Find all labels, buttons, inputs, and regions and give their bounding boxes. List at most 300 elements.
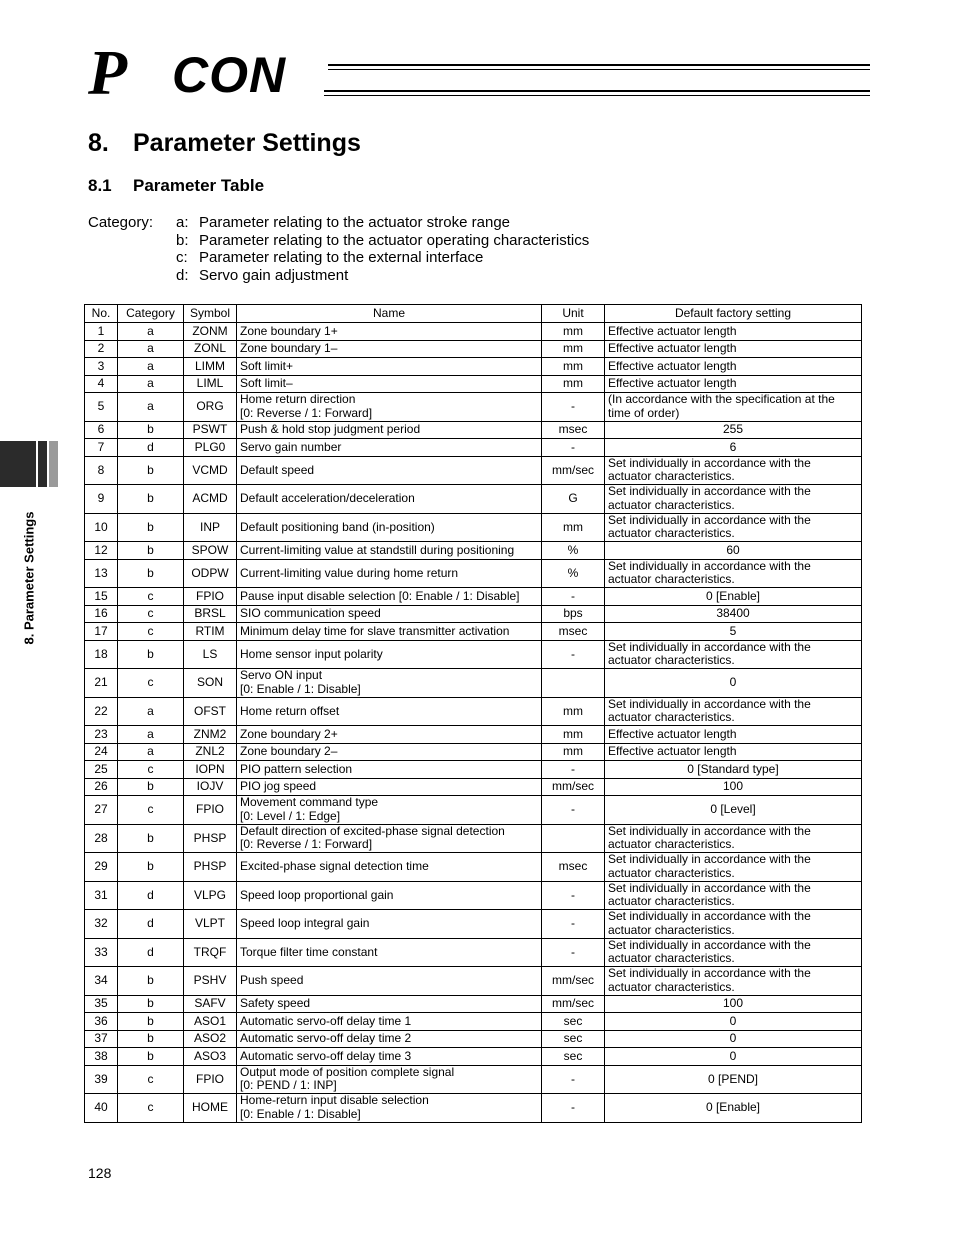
cell-default-line: Set individually in accordance with the <box>608 455 811 470</box>
cell-unit: mm/sec <box>542 967 605 996</box>
category-key: b: <box>176 231 189 249</box>
cell-default-line: actuator characteristics. <box>608 653 735 668</box>
cell-name-line: Soft limit+ <box>240 358 294 373</box>
cell-default <box>605 910 862 939</box>
cell-default-line: 255 <box>722 422 744 436</box>
cell-name <box>237 439 542 457</box>
cell-symbol: ACMD <box>184 485 237 514</box>
cell-category: b <box>118 542 184 560</box>
cell-default-line: 0 <box>729 675 737 689</box>
cell-default <box>605 881 862 910</box>
table-row <box>85 778 862 796</box>
category-item <box>88 232 589 250</box>
cell-symbol: LS <box>184 640 237 669</box>
header-no: No. <box>85 305 118 323</box>
cell-default-line: 6 <box>729 439 737 454</box>
cell-no: 38 <box>85 1048 118 1066</box>
chapter-title <box>88 126 361 160</box>
cell-name-line: Home return offset <box>240 703 340 718</box>
cell-category: a <box>118 340 184 358</box>
cell-no: 29 <box>85 853 118 882</box>
cell-name <box>237 513 542 542</box>
cell-category: b <box>118 456 184 485</box>
cell-default <box>605 938 862 967</box>
category-text: Parameter relating to the external interface <box>199 249 484 267</box>
cell-category: b <box>118 1013 184 1031</box>
cell-default-line: actuator characteristics. <box>608 922 735 937</box>
cell-default-line: Effective actuator length <box>608 323 737 338</box>
cell-no: 7 <box>85 439 118 457</box>
table-row <box>85 910 862 939</box>
cell-category: b <box>118 559 184 588</box>
cell-no: 34 <box>85 967 118 996</box>
cell-symbol: PLG0 <box>184 439 237 457</box>
cell-name <box>237 1030 542 1048</box>
cell-name <box>237 669 542 698</box>
cell-symbol: VCMD <box>184 456 237 485</box>
table-header-row <box>85 305 862 323</box>
cell-name <box>237 605 542 623</box>
cell-unit: mm <box>542 726 605 744</box>
cell-unit: % <box>542 542 605 560</box>
category-label: Category: <box>88 214 154 231</box>
table-row <box>85 938 862 967</box>
table-row <box>85 358 862 376</box>
cell-default-line: actuator characteristics. <box>608 894 735 909</box>
cell-category: c <box>118 588 184 606</box>
cell-unit: - <box>542 881 605 910</box>
cell-category: a <box>118 726 184 744</box>
cell-name-line: Safety speed <box>240 996 311 1010</box>
table-row <box>85 542 862 560</box>
cell-default-line: (In accordance with the specification at the <box>608 392 835 407</box>
cell-default-line: 0 [PEND] <box>707 1071 758 1086</box>
category-key: c: <box>176 249 188 267</box>
cell-name-line: Soft limit– <box>240 376 293 390</box>
cell-name <box>237 1065 542 1094</box>
cell-default <box>605 358 862 376</box>
cell-unit: - <box>542 761 605 779</box>
table-row <box>85 421 862 439</box>
cell-default-line: actuator characteristics. <box>608 837 735 852</box>
cell-name-line: Automatic servo-off delay time 1 <box>240 1013 412 1028</box>
cell-symbol: ASO2 <box>184 1030 237 1048</box>
logo-rule <box>328 69 870 70</box>
cell-name <box>237 743 542 761</box>
cell-default <box>605 778 862 796</box>
table-row <box>85 761 862 779</box>
cell-default-line: Effective actuator length <box>608 341 737 355</box>
cell-name-line: Default acceleration/deceleration <box>240 491 415 505</box>
chapter-number: 8. <box>88 129 109 157</box>
cell-name-line: Current-limiting value at standstill during positioning <box>240 542 515 557</box>
table-row <box>85 824 862 853</box>
cell-symbol: HOME <box>184 1094 237 1123</box>
table-row <box>85 1094 862 1123</box>
cell-symbol: ZONL <box>184 340 237 358</box>
cell-no: 18 <box>85 640 118 669</box>
table-row <box>85 967 862 996</box>
cell-name <box>237 393 542 422</box>
category-item <box>88 267 589 285</box>
cell-default <box>605 340 862 358</box>
cell-default-line: Set individually in accordance with the <box>608 696 811 711</box>
cell-name <box>237 697 542 726</box>
cell-unit: sec <box>542 1013 605 1031</box>
table-row <box>85 640 862 669</box>
cell-default-line: 0 [Standard type] <box>687 761 779 776</box>
cell-default-line: 38400 <box>716 606 750 620</box>
cell-default-line: 0 <box>729 1048 737 1063</box>
cell-default <box>605 1030 862 1048</box>
cell-name-line: Servo gain number <box>240 439 342 454</box>
table-row <box>85 853 862 882</box>
cell-symbol: VLPG <box>184 881 237 910</box>
cell-unit: sec <box>542 1048 605 1066</box>
cell-symbol: ASO1 <box>184 1013 237 1031</box>
logo-rule <box>324 90 870 92</box>
cell-category: b <box>118 853 184 882</box>
cell-category: d <box>118 910 184 939</box>
cell-no: 40 <box>85 1094 118 1123</box>
page-number: 128 <box>88 1165 112 1181</box>
cell-default-line: actuator characteristics. <box>608 951 735 966</box>
cell-default <box>605 323 862 341</box>
table-row <box>85 697 862 726</box>
cell-no: 27 <box>85 796 118 825</box>
cell-symbol: BRSL <box>184 605 237 623</box>
cell-name-line: Zone boundary 1+ <box>240 323 338 338</box>
table-row <box>85 439 862 457</box>
cell-unit: mm <box>542 323 605 341</box>
cell-no: 26 <box>85 778 118 796</box>
cell-category: b <box>118 485 184 514</box>
cell-name <box>237 623 542 641</box>
cell-symbol: PHSP <box>184 824 237 853</box>
cell-unit: mm/sec <box>542 995 605 1013</box>
cell-no: 28 <box>85 824 118 853</box>
cell-name <box>237 995 542 1013</box>
cell-category: a <box>118 323 184 341</box>
category-key: d: <box>176 267 189 285</box>
cell-default <box>605 853 862 882</box>
cell-no: 37 <box>85 1030 118 1048</box>
cell-default-line: Effective actuator length <box>608 358 737 373</box>
cell-default <box>605 726 862 744</box>
cell-default <box>605 375 862 393</box>
cell-default <box>605 393 862 422</box>
cell-symbol: TRQF <box>184 938 237 967</box>
cell-default <box>605 824 862 853</box>
cell-default-line: 100 <box>722 996 744 1010</box>
cell-category: b <box>118 967 184 996</box>
cell-default <box>605 640 862 669</box>
cell-default <box>605 1065 862 1094</box>
cell-name <box>237 881 542 910</box>
cell-default-line: Set individually in accordance with the <box>608 639 811 654</box>
cell-unit: - <box>542 1065 605 1094</box>
cell-default-line: 0 [Enable] <box>705 588 761 603</box>
cell-unit: - <box>542 640 605 669</box>
parameter-table <box>84 304 862 1123</box>
table-row <box>85 796 862 825</box>
cell-no: 12 <box>85 542 118 560</box>
cell-category: c <box>118 1065 184 1094</box>
cell-unit: mm <box>542 697 605 726</box>
cell-name-line: Zone boundary 2– <box>240 744 338 758</box>
header-name: Name <box>237 305 542 323</box>
cell-default-line: Set individually in accordance with the <box>608 558 811 573</box>
cell-default-line: Set individually in accordance with the <box>608 484 811 499</box>
cell-category: a <box>118 375 184 393</box>
cell-symbol: RTIM <box>184 623 237 641</box>
cell-unit <box>542 824 605 853</box>
cell-default <box>605 995 862 1013</box>
cell-name-line: Default direction of excited-phase signal detection <box>240 823 505 838</box>
header-unit: Unit <box>542 305 605 323</box>
cell-name-line: [0: Level / 1: Edge] <box>240 808 341 823</box>
category-text: Parameter relating to the actuator stroke range <box>199 214 511 231</box>
cell-default-line: Set individually in accordance with the <box>608 852 811 867</box>
category-text: Parameter relating to the actuator operating characteristics <box>199 231 590 249</box>
table-row <box>85 669 862 698</box>
cell-name-line: Minimum delay time for slave transmitter activation <box>240 623 510 638</box>
table-row <box>85 743 862 761</box>
cell-category: b <box>118 995 184 1013</box>
cell-unit: - <box>542 439 605 457</box>
table-row <box>85 726 862 744</box>
cell-name-line: Push & hold stop judgment period <box>240 422 421 436</box>
cell-category: b <box>118 778 184 796</box>
cell-default <box>605 485 862 514</box>
table-row <box>85 485 862 514</box>
cell-name-line: Zone boundary 1– <box>240 341 338 355</box>
cell-category: c <box>118 623 184 641</box>
cell-name-line: Torque filter time constant <box>240 944 378 959</box>
cell-symbol: ORG <box>184 393 237 422</box>
table-row <box>85 995 862 1013</box>
cell-name-line: [0: Reverse / 1: Forward] <box>240 837 373 852</box>
cell-no: 2 <box>85 340 118 358</box>
table-row <box>85 393 862 422</box>
cell-name <box>237 1094 542 1123</box>
cell-category: c <box>118 1094 184 1123</box>
cell-unit: - <box>542 796 605 825</box>
cell-default <box>605 588 862 606</box>
section-title-text: Parameter Table <box>133 176 265 195</box>
cell-name <box>237 542 542 560</box>
section-number: 8.1 <box>88 176 112 195</box>
cell-default-line: actuator characteristics. <box>608 469 735 484</box>
cell-default-line: 0 [Level] <box>710 802 756 816</box>
cell-symbol: OFST <box>184 697 237 726</box>
cell-default-line: Set individually in accordance with the <box>608 880 811 895</box>
cell-unit: mm <box>542 340 605 358</box>
cell-no: 1 <box>85 323 118 341</box>
cell-no: 22 <box>85 697 118 726</box>
cell-name <box>237 910 542 939</box>
cell-name-line: Default positioning band (in-position) <box>240 519 435 534</box>
cell-no: 17 <box>85 623 118 641</box>
table-row <box>85 1065 862 1094</box>
cell-name-line: Pause input disable selection [0: Enable / 1: Disable] <box>240 588 520 603</box>
cell-default-line: actuator characteristics. <box>608 526 735 541</box>
cell-symbol: LIMM <box>184 358 237 376</box>
cell-unit: - <box>542 1094 605 1123</box>
cell-no: 32 <box>85 910 118 939</box>
cell-unit: - <box>542 910 605 939</box>
cell-name-line: Zone boundary 2+ <box>240 726 338 741</box>
cell-unit: - <box>542 393 605 422</box>
cell-no: 10 <box>85 513 118 542</box>
table-row <box>85 623 862 641</box>
cell-no: 3 <box>85 358 118 376</box>
cell-name-line: Movement command type <box>240 795 379 810</box>
cell-default-line: Set individually in accordance with the <box>608 823 811 838</box>
cell-default <box>605 1013 862 1031</box>
category-text: Servo gain adjustment <box>199 267 349 285</box>
cell-default <box>605 967 862 996</box>
cell-default-line: 5 <box>729 623 737 638</box>
cell-default-line: Effective actuator length <box>608 376 737 390</box>
cell-name-line: Home sensor input polarity <box>240 646 383 661</box>
cell-default <box>605 1048 862 1066</box>
cell-unit: bps <box>542 605 605 623</box>
cell-symbol: INP <box>184 513 237 542</box>
cell-no: 31 <box>85 881 118 910</box>
cell-default <box>605 421 862 439</box>
cell-name-line: [0: Reverse / 1: Forward] <box>240 405 373 420</box>
cell-symbol: SPOW <box>184 542 237 560</box>
cell-no: 36 <box>85 1013 118 1031</box>
table-row <box>85 323 862 341</box>
cell-default <box>605 796 862 825</box>
cell-no: 5 <box>85 393 118 422</box>
table-row <box>85 881 862 910</box>
cell-name <box>237 375 542 393</box>
cell-no: 21 <box>85 669 118 698</box>
cell-no: 39 <box>85 1065 118 1094</box>
header-symbol: Symbol <box>184 305 237 323</box>
cell-symbol: FPIO <box>184 1065 237 1094</box>
cell-category: a <box>118 393 184 422</box>
cell-unit: msec <box>542 853 605 882</box>
cell-name-line: Automatic servo-off delay time 2 <box>240 1031 412 1045</box>
cell-name-line: Current-limiting value during home return <box>240 565 459 580</box>
cell-unit: msec <box>542 421 605 439</box>
cell-symbol: IOPN <box>184 761 237 779</box>
cell-symbol: PSHV <box>184 967 237 996</box>
logo-rule <box>328 64 870 66</box>
cell-name <box>237 796 542 825</box>
section-title <box>88 174 264 198</box>
table-row <box>85 1048 862 1066</box>
cell-unit: G <box>542 485 605 514</box>
cell-name <box>237 1013 542 1031</box>
cell-default-line: time of order) <box>608 405 680 420</box>
cell-default-line: 100 <box>722 779 744 793</box>
cell-symbol: PHSP <box>184 853 237 882</box>
cell-name-line: Home return direction <box>240 392 356 407</box>
table-row <box>85 1030 862 1048</box>
cell-name <box>237 640 542 669</box>
cell-name-line: Home-return input disable selection <box>240 1093 429 1108</box>
cell-symbol: PSWT <box>184 421 237 439</box>
cell-name-line: Automatic servo-off delay time 3 <box>240 1048 412 1063</box>
cell-symbol: ZONM <box>184 323 237 341</box>
cell-category: b <box>118 824 184 853</box>
cell-category: d <box>118 938 184 967</box>
cell-name-line: Servo ON input <box>240 668 323 683</box>
logo-rule <box>324 95 870 96</box>
cell-symbol: ZNM2 <box>184 726 237 744</box>
cell-default-line: actuator characteristics. <box>608 497 735 512</box>
cell-default <box>605 697 862 726</box>
logo-letter-p: P <box>88 37 126 108</box>
cell-symbol: IOJV <box>184 778 237 796</box>
cell-no: 16 <box>85 605 118 623</box>
cell-no: 35 <box>85 995 118 1013</box>
cell-default <box>605 605 862 623</box>
cell-unit: msec <box>542 623 605 641</box>
cell-default <box>605 513 862 542</box>
cell-no: 6 <box>85 421 118 439</box>
cell-default <box>605 623 862 641</box>
cell-default-line: Set individually in accordance with the <box>608 512 811 527</box>
table-row <box>85 588 862 606</box>
cell-symbol: FPIO <box>184 796 237 825</box>
cell-unit: mm <box>542 513 605 542</box>
cell-unit: mm <box>542 358 605 376</box>
cell-name <box>237 938 542 967</box>
cell-default-line: Set individually in accordance with the <box>608 966 811 981</box>
cell-name <box>237 761 542 779</box>
cell-unit: mm <box>542 375 605 393</box>
cell-category: d <box>118 881 184 910</box>
cell-default <box>605 761 862 779</box>
cell-category: b <box>118 1048 184 1066</box>
cell-name <box>237 967 542 996</box>
table-row <box>85 605 862 623</box>
cell-name-line: PIO jog speed <box>240 779 317 793</box>
cell-unit: sec <box>542 1030 605 1048</box>
cell-name <box>237 1048 542 1066</box>
cell-default <box>605 456 862 485</box>
table-row <box>85 375 862 393</box>
cell-category: b <box>118 1030 184 1048</box>
cell-category: a <box>118 697 184 726</box>
cell-default <box>605 439 862 457</box>
table-row <box>85 1013 862 1031</box>
cell-category: c <box>118 796 184 825</box>
cell-category: b <box>118 513 184 542</box>
cell-no: 15 <box>85 588 118 606</box>
cell-name <box>237 559 542 588</box>
cell-category: a <box>118 358 184 376</box>
header-default: Default factory setting <box>605 305 862 323</box>
chapter-title-text: Parameter Settings <box>133 129 361 157</box>
cell-category: d <box>118 439 184 457</box>
pcon-logo <box>88 37 878 108</box>
cell-default-line: Effective actuator length <box>608 744 737 758</box>
table-row <box>85 513 862 542</box>
cell-symbol: ASO3 <box>184 1048 237 1066</box>
cell-unit: - <box>542 938 605 967</box>
cell-no: 4 <box>85 375 118 393</box>
cell-no: 24 <box>85 743 118 761</box>
cell-default-line: actuator characteristics. <box>608 710 735 725</box>
cell-default-line: 0 [Enable] <box>705 1100 761 1114</box>
